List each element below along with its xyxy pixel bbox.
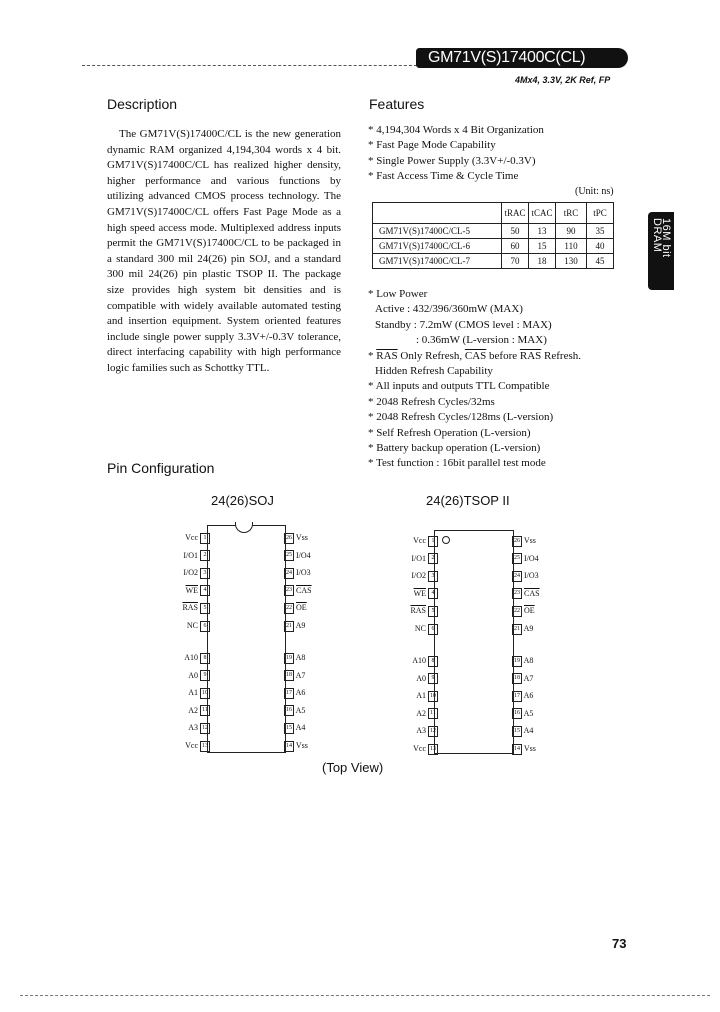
table-cell: 60: [502, 239, 529, 254]
pin-row: [284, 670, 305, 682]
pin-label: I/O2: [411, 571, 426, 581]
pin-row: [512, 655, 533, 667]
table-cell: 18: [529, 254, 556, 269]
pin-row: [512, 708, 533, 720]
pin-number: 21: [512, 624, 522, 635]
table-header-cell: [373, 203, 502, 224]
feature-item: * Test function : 16bit parallel test mode: [368, 457, 546, 470]
table-cell: GM71V(S)17400C/CL-6: [373, 239, 502, 254]
table-cell: 15: [529, 239, 556, 254]
table-cell: GM71V(S)17400C/CL-5: [373, 224, 502, 239]
refresh-text: Refresh.: [541, 349, 581, 362]
pin-label: Vss: [523, 744, 536, 753]
pin-label: A5: [523, 708, 534, 718]
pin-row: [284, 687, 305, 699]
pin-label: $\overline{CAS}$: [296, 585, 312, 595]
feature-subitem: Standby : 7.2mW (CMOS level : MAX): [375, 318, 552, 331]
cas-signal: $\overline{CAS}$: [464, 349, 487, 362]
pin-number: 10: [200, 688, 210, 699]
pin-number: 6: [428, 624, 438, 635]
header-rule: [82, 65, 422, 66]
pin-number: 24: [284, 568, 294, 579]
section-side-tab: [648, 212, 674, 290]
pin-row: [170, 670, 210, 682]
pin-row: [170, 550, 210, 562]
part-subtitle: 4Mx4, 3.3V, 2K Ref, FP: [515, 75, 611, 85]
pin-row: [284, 585, 312, 597]
pin-row: [284, 652, 305, 664]
pin-label: A4: [295, 723, 306, 733]
pin-label: I/O3: [524, 571, 539, 581]
pin-label: Vss: [523, 536, 536, 545]
pin-label: A7: [295, 670, 306, 680]
pin-row: [398, 623, 438, 635]
pin-label: NC: [414, 624, 426, 633]
pin-row: [398, 708, 438, 720]
pin-label: $\overline{CAS}$: [524, 588, 540, 598]
pin-row: [398, 743, 438, 755]
pin-label: A9: [295, 621, 306, 630]
feature-subitem: Hidden Refresh Capability: [375, 365, 493, 378]
feature-item: * Battery backup operation (L-version): [368, 442, 541, 455]
pin-label: NC: [186, 621, 198, 630]
pin-row: [398, 655, 438, 667]
pin-number: 5: [428, 606, 438, 617]
pin-number: 24: [512, 571, 522, 582]
pin-number: 4: [200, 585, 210, 596]
pin-row: [512, 570, 539, 582]
pin-label: I/O4: [524, 553, 539, 563]
pin-row: [398, 725, 438, 737]
pin-label: $\overline{OE}$: [296, 603, 307, 613]
pin-label: Vcc: [413, 744, 426, 753]
table-cell: 130: [556, 254, 587, 269]
pin-label: A8: [523, 656, 534, 665]
pin-label: A3: [416, 726, 426, 736]
pin-label: $\overline{WE}$: [413, 588, 426, 598]
pin-number: 15: [284, 723, 294, 734]
pin-row: [170, 740, 210, 752]
pin-number: 19: [512, 656, 522, 667]
table-row: [373, 224, 614, 239]
footer-rule: [20, 995, 710, 996]
pin-row: [284, 602, 307, 614]
tsop-pin1-dot: [442, 536, 450, 544]
pin-label: A1: [416, 691, 426, 701]
pin-label: Vss: [295, 741, 308, 750]
pin-row: [170, 620, 210, 632]
feature-item: * Single Power Supply (3.3V+/-0.3V): [368, 154, 536, 167]
pin-row: [398, 673, 438, 685]
refresh-text: before: [486, 349, 520, 362]
feature-item: * Low Power: [368, 288, 428, 300]
table-header-cell: tCAC: [529, 203, 556, 224]
table-row: [373, 239, 614, 254]
refresh-text: Only Refresh,: [397, 349, 465, 362]
feature-item: * $\overline{RAS}$ Only Refresh, $\overline{CAS}$ before $\overline{RAS}$ Refresh.: [368, 349, 581, 362]
pin-row: [398, 690, 438, 702]
timing-table: [372, 202, 614, 269]
pin-row: [512, 673, 533, 685]
pin-number: 5: [200, 603, 210, 614]
pin-label: Vcc: [185, 741, 198, 750]
pin-label: A0: [416, 673, 426, 683]
ras-signal: $\overline{RAS}$: [519, 349, 542, 362]
pin-label: I/O4: [296, 550, 311, 560]
pin-label: A4: [523, 726, 534, 736]
pin-row: [170, 567, 210, 579]
pin-row: [284, 550, 311, 562]
table-cell: 110: [556, 239, 587, 254]
pin-row: [398, 553, 438, 565]
pin-number: 18: [284, 670, 294, 681]
pin-number: 1: [428, 536, 438, 547]
table-cell: 45: [587, 254, 614, 269]
pin-number: 9: [428, 673, 438, 684]
pin-number: 23: [284, 585, 294, 596]
pin-row: [398, 588, 438, 600]
pin-label: I/O1: [411, 553, 426, 563]
pin-number: 22: [284, 603, 294, 614]
table-cell: 35: [587, 224, 614, 239]
pin-number: 13: [200, 741, 210, 752]
pin-number: 15: [512, 726, 522, 737]
table-header-cell: tRAC: [502, 203, 529, 224]
side-tab-label: 16M bit DRAM: [651, 218, 672, 258]
pin-label: A7: [523, 673, 534, 683]
pin-number: 18: [512, 673, 522, 684]
pin-label: A8: [295, 653, 306, 662]
feature-item: * 2048 Refresh Cycles/128ms (L-version): [368, 411, 554, 424]
pin-number: 19: [284, 653, 294, 664]
pin-label: Vss: [295, 533, 308, 542]
pin-row: [284, 705, 305, 717]
pin-number: 1: [200, 533, 210, 544]
pin-row: [284, 620, 305, 632]
features-heading: Features: [369, 96, 425, 112]
table-cell: 90: [556, 224, 587, 239]
pin-label: A6: [295, 688, 306, 698]
pin-number: 12: [428, 726, 438, 737]
description-body: The GM71V(S)17400C/CL is the new generation dynamic RAM organized 4,194,304 words x 4 bit. GM71V(S)17400C/CL has realized higher density, higher performance and various functions by utilizing advanced CMOS process technology. The GM71V(S)17400C/CL offers Fast Page Mode as a high speed access mode. Multiplexed address inputs permit the GM71V(S)17400C/CL to be packaged in a standard 300 mil 24(26) pin SOJ, and a standard 300 mil 24(26) pin plastic TSOP II. The package size provides high system bit densities and is compatible with widely available automated testing and insertion equipment. System oriented features include single power supply 3.3V+/-0.3V tolerance, direct interfacing capability with high performance logic families such as Schottky TTL.: [107, 128, 341, 374]
pin-number: 6: [200, 621, 210, 632]
pin-row: [170, 705, 210, 717]
table-header-cell: tRC: [556, 203, 587, 224]
pin-row: [398, 605, 438, 617]
pin-label: I/O1: [183, 550, 198, 560]
pin-number: 21: [284, 621, 294, 632]
pin-row: [512, 743, 536, 755]
features-list-top: [368, 123, 628, 185]
pin-number: 22: [512, 606, 522, 617]
pin-number: 2: [200, 550, 210, 561]
pin-label: A2: [188, 705, 198, 715]
pin-number: 25: [512, 553, 522, 564]
soj-chip-body: [207, 525, 286, 753]
pin-label: A3: [188, 723, 198, 733]
part-number-title: GM71V(S)17400C(CL): [416, 48, 628, 68]
pin-number: 8: [428, 656, 438, 667]
feature-item: * 2048 Refresh Cycles/32ms: [368, 395, 495, 408]
table-cell: GM71V(S)17400C/CL-7: [373, 254, 502, 269]
table-header-row: [373, 203, 614, 224]
pin-number: 3: [428, 571, 438, 582]
table-cell: 70: [502, 254, 529, 269]
pin-number: 16: [284, 705, 294, 716]
pin-number: 14: [512, 744, 522, 755]
pin-row: [512, 553, 539, 565]
pin-number: 11: [428, 708, 438, 719]
pin-label: I/O2: [183, 568, 198, 578]
pin-number: 14: [284, 741, 294, 752]
feature-item: * 4,194,304 Words x 4 Bit Organization: [368, 124, 544, 136]
pin-number: 9: [200, 670, 210, 681]
pin-row: [512, 588, 540, 600]
pin-row: [170, 602, 210, 614]
pin-label: $\overline{OE}$: [524, 606, 535, 616]
pin-row: [170, 687, 210, 699]
pin-label: A10: [412, 656, 426, 665]
pin-row: [512, 725, 533, 737]
pin-row: [284, 740, 308, 752]
pin-label: A2: [416, 708, 426, 718]
feature-item: * All inputs and outputs TTL Compatible: [368, 380, 550, 393]
pin-row: [170, 722, 210, 734]
pin-number: 17: [284, 688, 294, 699]
pin-number: 2: [428, 553, 438, 564]
pin-number: 4: [428, 588, 438, 599]
pin-number: 11: [200, 705, 210, 716]
feature-item: * Fast Access Time & Cycle Time: [368, 170, 519, 183]
pin-row: [170, 652, 210, 664]
pin-number: 8: [200, 653, 210, 664]
ras-signal: $\overline{RAS}$: [376, 349, 398, 362]
pin-config-heading: Pin Configuration: [107, 460, 215, 476]
top-view-label: (Top View): [322, 760, 384, 775]
pin-row: [170, 585, 210, 597]
pin-label: Vcc: [185, 533, 198, 542]
pin-label: $\overline{RAS}$: [182, 603, 198, 613]
pin-label: A1: [188, 688, 198, 698]
pin-row: [512, 535, 536, 547]
pin-row: [512, 690, 533, 702]
feature-item: * Self Refresh Operation (L-version): [368, 426, 531, 439]
description-heading: Description: [107, 96, 178, 112]
pin-row: [284, 722, 305, 734]
feature-item: * Fast Page Mode Capability: [368, 139, 496, 152]
pin-row: [170, 532, 210, 544]
pin-number: 26: [512, 536, 522, 547]
pin-number: 17: [512, 691, 522, 702]
soj-package-title: 24(26)SOJ: [211, 493, 274, 508]
pin-row: [284, 567, 311, 579]
pin-number: 3: [200, 568, 210, 579]
pin-number: 26: [284, 533, 294, 544]
pin-label: A5: [295, 705, 306, 715]
table-header-cell: tPC: [587, 203, 614, 224]
feature-subitem: Active : 432/396/360mW (MAX): [375, 303, 523, 316]
pin-label: A9: [523, 624, 534, 633]
unit-label: (Unit: ns): [575, 186, 614, 197]
tsop-package-title: 24(26)TSOP II: [426, 493, 510, 508]
pin-number: 10: [428, 691, 438, 702]
pin-label: $\overline{RAS}$: [410, 606, 426, 616]
pin-number: 13: [428, 744, 438, 755]
pin-label: I/O3: [296, 568, 311, 578]
pin-row: [398, 570, 438, 582]
pin-row: [284, 532, 308, 544]
table-cell: 13: [529, 224, 556, 239]
page-number: 73: [612, 936, 627, 951]
pin-label: $\overline{WE}$: [185, 585, 198, 595]
pin-row: [512, 605, 535, 617]
feature-subitem: : 0.36mW (L-version : MAX): [416, 334, 547, 347]
table-cell: 40: [587, 239, 614, 254]
pin-label: Vcc: [413, 536, 426, 545]
pin-number: 12: [200, 723, 210, 734]
features-list-bottom: [368, 287, 638, 472]
pin-label: A6: [523, 691, 534, 701]
pin-label: A0: [188, 670, 198, 680]
table-row: [373, 254, 614, 269]
pin-label: A10: [184, 653, 198, 662]
pin-number: 23: [512, 588, 522, 599]
pin-row: [512, 623, 533, 635]
pin-number: 25: [284, 550, 294, 561]
pin-number: 16: [512, 708, 522, 719]
tsop-chip-body: [434, 530, 514, 754]
table-cell: 50: [502, 224, 529, 239]
pin-row: [398, 535, 438, 547]
